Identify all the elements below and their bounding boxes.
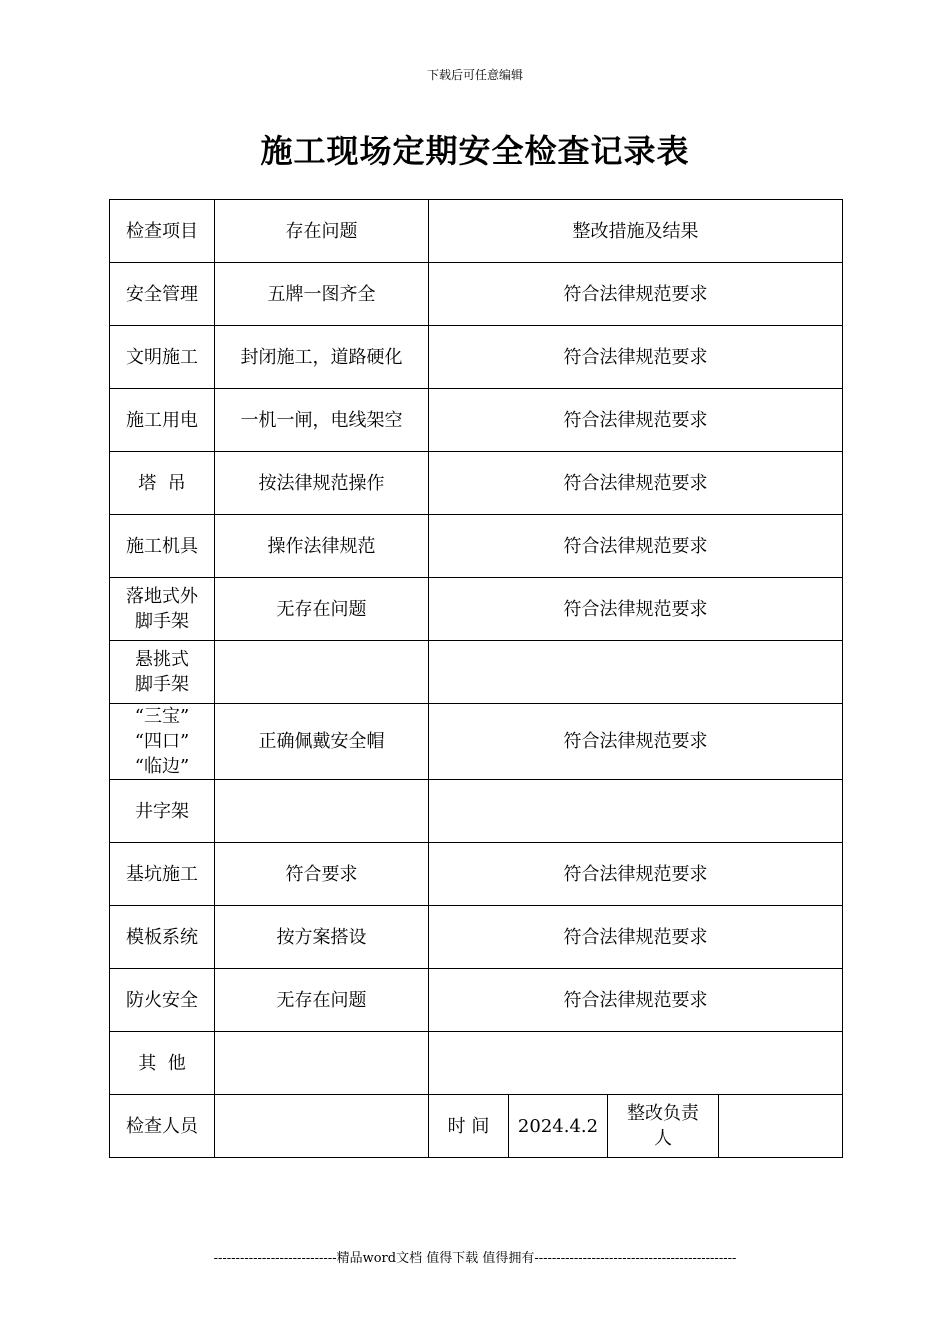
row-result: 符合法律规范要求 [429, 263, 843, 326]
row-item-line: “四口” [134, 731, 190, 752]
row-item: 基坑施工 [110, 843, 215, 906]
row-problem [215, 1032, 429, 1095]
row-item: 施工用电 [110, 389, 215, 452]
row-result: 符合法律规范要求 [429, 389, 843, 452]
rectify-person-label [608, 1095, 719, 1158]
row-problem: 按法律规范操作 [215, 452, 429, 515]
table-row [110, 843, 843, 906]
table-row [110, 641, 843, 704]
row-result: 符合法律规范要求 [429, 969, 843, 1032]
table-header-row [110, 200, 843, 263]
row-item: 施工机具 [110, 515, 215, 578]
table-signature-row [110, 1095, 843, 1158]
row-problem: 无存在问题 [215, 578, 429, 641]
row-result: 符合法律规范要求 [429, 906, 843, 969]
row-result: 符合法律规范要求 [429, 326, 843, 389]
row-item-line: “临边” [134, 756, 190, 777]
row-item-line: 脚手架 [135, 611, 189, 632]
row-problem: 无存在问题 [215, 969, 429, 1032]
row-result: 符合法律规范要求 [429, 578, 843, 641]
row-problem: 一机一闸，电线架空 [215, 389, 429, 452]
row-problem: 封闭施工，道路硬化 [215, 326, 429, 389]
table-row [110, 906, 843, 969]
row-item-line: 悬挑式 [135, 649, 189, 670]
rectify-label-line: 人 [654, 1128, 672, 1149]
row-problem: 符合要求 [215, 843, 429, 906]
inspector-label: 检查人员 [110, 1095, 215, 1158]
table-row [110, 578, 843, 641]
table-row [110, 326, 843, 389]
row-problem: 正确佩戴安全帽 [215, 704, 429, 780]
table-row [110, 263, 843, 326]
row-item-line: “三宝” [134, 706, 190, 727]
table-row [110, 1032, 843, 1095]
table-row [110, 452, 843, 515]
table-row [110, 780, 843, 843]
rectify-person-value [719, 1095, 843, 1158]
inspection-record-table [109, 199, 843, 1158]
row-result: 符合法律规范要求 [429, 843, 843, 906]
table-row [110, 969, 843, 1032]
row-item: 防火安全 [110, 969, 215, 1032]
row-problem [215, 780, 429, 843]
row-item: 安全管理 [110, 263, 215, 326]
rectify-label-line: 整改负责 [627, 1103, 699, 1124]
row-item: 塔 吊 [110, 452, 215, 515]
row-item: 模板系统 [110, 906, 215, 969]
inspector-value [215, 1095, 429, 1158]
row-result: 符合法律规范要求 [429, 515, 843, 578]
column-header-problem: 存在问题 [215, 200, 429, 263]
table-row [110, 389, 843, 452]
row-item: 文明施工 [110, 326, 215, 389]
row-item [110, 641, 215, 704]
table-row [110, 515, 843, 578]
row-item [110, 704, 215, 780]
table-row [110, 704, 843, 780]
row-item [110, 578, 215, 641]
row-problem: 操作法律规范 [215, 515, 429, 578]
header-note: 下载后可任意编辑 [426, 68, 523, 82]
row-problem: 五牌一图齐全 [215, 263, 429, 326]
time-label: 时 间 [429, 1095, 509, 1158]
column-header-result: 整改措施及结果 [429, 200, 843, 263]
row-result [429, 780, 843, 843]
row-result [429, 1032, 843, 1095]
row-item-line: 脚手架 [135, 674, 189, 695]
row-problem: 按方案搭设 [215, 906, 429, 969]
row-item: 其 他 [110, 1032, 215, 1095]
page-title: 施工现场定期安全检查记录表 [260, 132, 690, 170]
footer-text: ----------------------------精品word文档 值得下载 值得拥有---------------------------------------------- [213, 1251, 737, 1266]
row-item-line: 落地式外 [126, 586, 198, 607]
row-result: 符合法律规范要求 [429, 704, 843, 780]
time-value: 2024.4.2 [509, 1095, 608, 1158]
column-header-item: 检查项目 [110, 200, 215, 263]
row-item: 井字架 [110, 780, 215, 843]
row-result: 符合法律规范要求 [429, 452, 843, 515]
row-result [429, 641, 843, 704]
row-problem [215, 641, 429, 704]
